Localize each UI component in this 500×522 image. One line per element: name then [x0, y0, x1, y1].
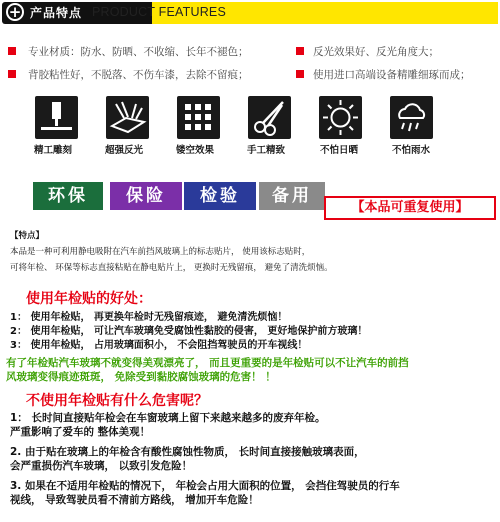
- plus-icon: +: [6, 3, 24, 21]
- feature-right-1: 反光效果好、反光角度大；: [313, 46, 439, 58]
- hollow-icon: [177, 96, 220, 139]
- bullet-square: [8, 70, 16, 78]
- danger-item: 严重影响了爱车的 整体美观！: [10, 426, 151, 438]
- banner-word: 保险: [110, 182, 182, 210]
- benefit-summary: 有了年检贴汽车玻璃不就变得美观漂亮了， 而且更重要的是年检贴可以不让汽车的前挡: [6, 357, 409, 369]
- banner-word: 环保: [33, 182, 103, 210]
- handcraft-icon: [248, 96, 291, 139]
- rain-icon: [390, 96, 433, 139]
- danger-item: 1： 长时间直接贴年检会在车窗玻璃上留下来越来越多的废弃年检。: [10, 412, 326, 424]
- icon-label: 手工精致: [247, 145, 286, 156]
- bullet-square: [8, 47, 16, 55]
- danger-item: 视线， 导致驾驶员看不清前方路线， 增加开车危险！: [10, 494, 259, 506]
- bullet-square: [296, 70, 304, 78]
- icon-label: 不怕日晒: [320, 145, 359, 156]
- icon-label: 精工雕刻: [34, 145, 73, 156]
- icon-label: 不怕雨水: [392, 145, 431, 156]
- features-header: [0, 0, 500, 26]
- desc-line: 可将年检、 环保等标志直接粘贴在静电贴片上， 更换时无残留痕， 避免了清洗烦恼。: [10, 263, 333, 273]
- banner-word: 检验: [184, 182, 256, 210]
- benefit-item: 3： 使用年检贴， 占用玻璃面积小， 不会阻挡驾驶员的开车视线！: [10, 340, 308, 351]
- danger-item: 3. 如果在不适用年检贴的情况下， 年检会占用大面积的位置， 会挡住驾驶员的行车: [10, 480, 400, 492]
- icon-label: 超强反光: [105, 145, 144, 156]
- sun-icon: [319, 96, 362, 139]
- benefit-summary: 风玻璃变得痕迹斑斑， 免除受到黏胶腐蚀玻璃的危害！ ！: [6, 371, 276, 383]
- feature-left-2: 背胶粘性好，不脱落、不伤车漆，去除不留痕；: [28, 69, 249, 81]
- header-title-cn: 产品特点: [30, 6, 83, 20]
- icon-label: 镂空效果: [176, 145, 215, 156]
- reflective-icon: [106, 96, 149, 139]
- feature-left-1: 专业材质：防水、防晒、不收缩、长年不褪色；: [28, 46, 249, 58]
- benefit-item: 2： 使用年检贴， 可让汽车玻璃免受腐蚀性黏胶的侵害， 更好地保护前方玻璃！: [10, 326, 368, 337]
- desc-line: 本品是一种可利用静电吸附在汽车前挡风玻璃上的标志贴片， 使用该标志贴时，: [10, 247, 311, 257]
- banner-word: 备用: [259, 182, 325, 210]
- header-title-en: PRODUCT FEATURES: [92, 5, 226, 19]
- desc-heading: 【特点】: [10, 231, 45, 241]
- benefits-heading: 使用年检贴的好处：: [26, 291, 152, 307]
- carving-icon: [35, 96, 78, 139]
- bullet-square: [296, 47, 304, 55]
- danger-item: 会严重损伤汽车玻璃， 以致引发危险！: [10, 460, 193, 472]
- danger-item: 2. 由于贴在玻璃上的年检含有酸性腐蚀性物质， 长时间直接接触玻璃表面，: [10, 446, 365, 458]
- dangers-heading: 不使用年检贴有什么危害呢？: [26, 393, 208, 409]
- benefit-item: 1： 使用年检贴， 再更换年检时无残留痕迹， 避免清洗烦恼！: [10, 312, 288, 323]
- reusable-badge: 【本品可重复使用】: [324, 196, 496, 220]
- feature-right-2: 使用进口高端设备精雕细琢而成；: [313, 69, 471, 81]
